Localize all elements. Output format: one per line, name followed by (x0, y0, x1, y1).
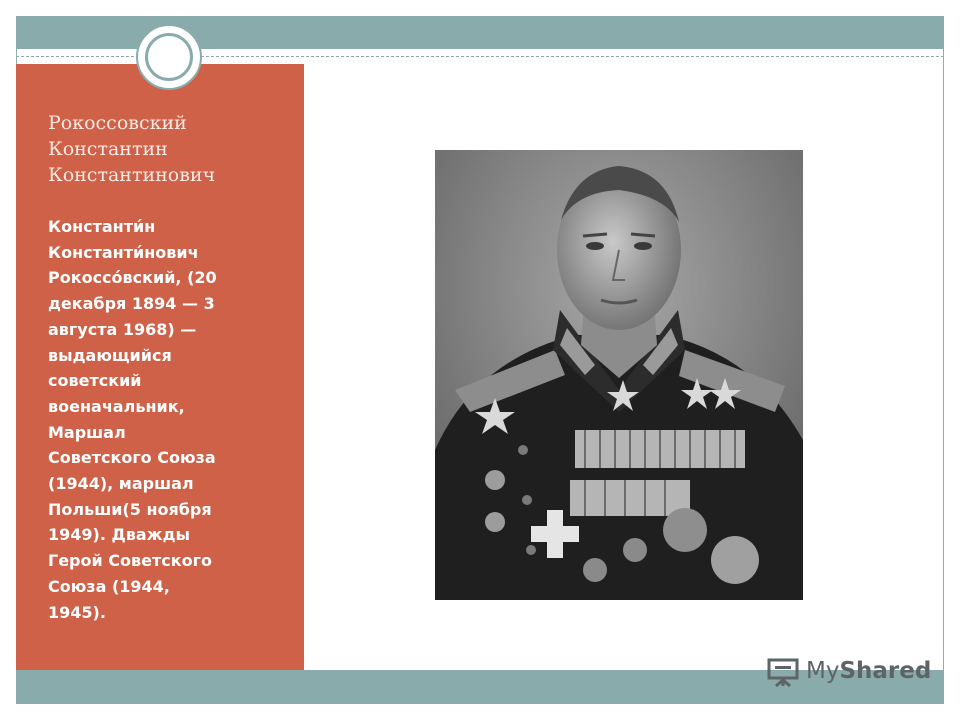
title-line: Константин (48, 138, 168, 160)
circle-ornament (136, 24, 202, 90)
presentation-board-icon (766, 656, 800, 688)
watermark-text (806, 658, 931, 684)
title-line: Константинович (48, 164, 216, 186)
watermark-shared: Shared (839, 658, 932, 684)
biography-text: Константи́н Константи́нович Рокоссо́вский, (20 декабря 1894 — 3 августа 1968) — выдающийся советский военачальник, Маршал Советского Союза (1944), маршал Польши(5 ноября 1949). Дважды Герой Советского Союза (1944, 1945). (48, 217, 217, 622)
slide-title (48, 110, 288, 188)
portrait-photo (435, 150, 803, 600)
circle-ornament-inner (145, 33, 193, 81)
watermark-my: My (806, 658, 840, 684)
title-line: Рокоссовский (48, 112, 187, 134)
myshared-watermark (766, 656, 932, 690)
